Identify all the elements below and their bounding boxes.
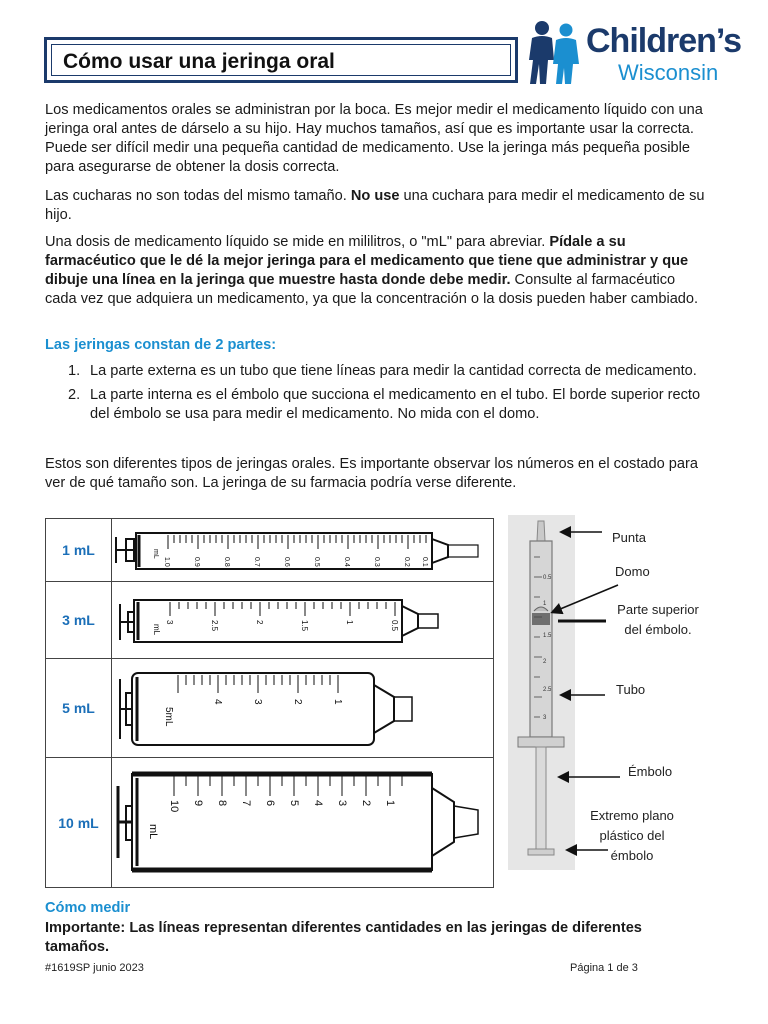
- unit-label: 5mL: [163, 707, 174, 727]
- intro-paragraph: [45, 101, 710, 177]
- syringe-10ml-drawing: [112, 758, 493, 887]
- tick-label: 0.3: [373, 557, 380, 567]
- logo-name: Children’s: [586, 22, 741, 60]
- photo-scale-label: 1.5: [543, 633, 552, 639]
- syringe-row-1ml: [46, 519, 493, 582]
- scale-ticks-3ml: [170, 602, 395, 616]
- callout-plunger-top-line1: Parte superior: [617, 602, 699, 617]
- parts-heading: Las jeringas constan de 2 partes:: [45, 337, 277, 353]
- callout-barrel: Tubo: [616, 682, 646, 697]
- photo-scale-label: 3: [543, 715, 547, 721]
- tick-label: 9: [192, 800, 204, 807]
- spoon-paragraph: [45, 187, 710, 225]
- tick-label: 0.4: [343, 557, 350, 567]
- photo-scale-label: 2: [543, 659, 547, 665]
- syringe-row-3ml: [46, 582, 493, 659]
- syringe-row-5ml: [46, 659, 493, 758]
- callout-plunger: Émbolo: [628, 764, 673, 779]
- important-note: Importante: Las líneas representan diferentes cantidades en las jeringas de diferentes tamaños.: [45, 920, 642, 955]
- tick-label: 3: [165, 620, 174, 625]
- photo-scale-label: 1: [543, 601, 547, 607]
- tick-label: 2: [360, 800, 372, 807]
- tick-label: 0.5: [390, 620, 399, 632]
- tick-label: 0.1: [421, 557, 428, 567]
- tick-label: 0.5: [313, 557, 320, 567]
- scale-ticks-5ml: [178, 675, 338, 693]
- dose-text-a: Una dosis de medicamento líquido se mide en mililitros, o "mL" para abreviar.: [45, 234, 550, 250]
- callout-plunger-top: [608, 600, 708, 640]
- tick-label: 1: [345, 620, 354, 625]
- tick-label: 8: [216, 800, 228, 807]
- scale-ticks-10ml: [174, 776, 402, 796]
- photo-scale-label: 2.5: [543, 687, 552, 693]
- document-code: #1619SP junio 2023: [45, 962, 144, 974]
- list-item: [45, 386, 715, 424]
- list-number: 1.: [68, 363, 81, 379]
- tick-label: 2: [255, 620, 264, 625]
- dose-text: [45, 233, 710, 309]
- syringe-photo: [508, 515, 575, 870]
- intro-text: Los medicamentos orales se administran por la boca. Es mejor medir el medicamento líquido con una jeringa oral antes de dárselo a su hijo. Hay muchos tamaños, así que es importante usar la correcta. Puede ser difícil medir una pequeña cantidad de medicamento. Use la jeringa más pequeña posible para asegurarse de obtener la dosis correcta.: [45, 102, 703, 175]
- children-figures-icon: [524, 20, 584, 86]
- syringe-5ml-drawing: [112, 659, 493, 757]
- tick-label: 6: [264, 800, 276, 807]
- types-paragraph: [45, 455, 710, 493]
- syringe-size-label: 5 mL: [46, 659, 112, 757]
- tick-label: 2.5: [210, 620, 219, 632]
- dose-text-bold: Pídale a su farmacéutico que le dé la mejor jeringa para el medicamento que tiene que administrar y que dibuje una línea en la jeringa que muestre hasta donde debe medir.: [45, 234, 689, 288]
- title-box: [44, 37, 518, 83]
- dose-paragraph: [45, 233, 710, 309]
- callout-plunger-top-line2: del émbolo.: [624, 622, 692, 637]
- tick-label: 1.0: [163, 557, 170, 567]
- syringe-3ml-drawing: [112, 582, 493, 658]
- unit-label: mL: [152, 624, 161, 636]
- page-title: Cómo usar una jeringa oral: [63, 50, 335, 73]
- syringe-size-label: 3 mL: [46, 582, 112, 658]
- page-number: Página 1 de 3: [570, 962, 638, 974]
- tick-label: 1: [332, 699, 343, 705]
- syringe-photo-drawing: [508, 515, 575, 870]
- tick-label: 4: [212, 699, 223, 705]
- tick-label: 0.9: [193, 557, 200, 567]
- how-to-heading: Cómo medir: [45, 900, 131, 916]
- tick-label: 1.5: [300, 620, 309, 632]
- callout-tip: Punta: [612, 530, 646, 545]
- spoon-text: [45, 187, 710, 225]
- tick-label: 10: [168, 800, 180, 813]
- tick-label: 7: [240, 800, 252, 807]
- syringe-1ml-drawing: [112, 519, 493, 581]
- callout-flat-end: [582, 806, 682, 866]
- tick-label: 0.8: [223, 557, 230, 567]
- list-number: 2.: [68, 387, 81, 403]
- syringe-size-table: [45, 518, 494, 888]
- callout-flat-end-line1: Extremo plano: [590, 808, 674, 823]
- callout-dome: Domo: [615, 564, 650, 579]
- syringe-size-label: 1 mL: [46, 519, 112, 581]
- syringe-row-10ml: [46, 758, 493, 887]
- logo-subname: Wisconsin: [618, 60, 719, 85]
- tick-label: 3: [252, 699, 263, 705]
- dose-text-b: Consulte al farmacéutico cada vez que adquiera un medicamento, ya que la concentración o la dosis pueden haber cambiado.: [45, 272, 699, 307]
- parts-list: [45, 362, 715, 429]
- photo-scale-label: 0.5: [543, 575, 552, 581]
- tick-label: 0.6: [283, 557, 290, 567]
- spoon-text-a: Las cucharas no son todas del mismo tamaño.: [45, 188, 351, 204]
- syringe-size-label: 10 mL: [46, 758, 112, 887]
- scale-ticks-1ml: [168, 535, 426, 549]
- unit-label: mL: [152, 549, 159, 559]
- callout-flat-end-line2: plástico del: [599, 828, 665, 843]
- spoon-text-bold: No use: [350, 188, 400, 204]
- types-text: Estos son diferentes tipos de jeringas orales. Es importante observar los números en el costado para ver de qué tamaño son. La jeringa de su farmacia podría verse diferente.: [45, 456, 699, 491]
- callout-flat-end-line3: émbolo: [610, 848, 654, 863]
- list-item: [45, 362, 715, 381]
- tick-label: 4: [312, 800, 324, 807]
- list-text: La parte interna es el émbolo que succiona el medicamento en el tubo. El borde superior recto del émbolo se usa para medir el medicamento. No mida con el domo.: [90, 387, 701, 422]
- tick-label: 0.2: [403, 557, 410, 567]
- tick-label: 5: [288, 800, 300, 807]
- tick-label: 1: [384, 800, 396, 807]
- tick-label: 2: [292, 699, 303, 705]
- unit-label: mL: [147, 824, 159, 840]
- tick-label: 0.7: [253, 557, 260, 567]
- childrens-wisconsin-logo: [524, 20, 741, 90]
- list-text: La parte externa es un tubo que tiene líneas para medir la cantidad correcta de medicamento.: [90, 363, 697, 379]
- tick-label: 3: [336, 800, 348, 807]
- spoon-text-b: una cuchara para medir el medicamento de su hijo.: [45, 188, 705, 223]
